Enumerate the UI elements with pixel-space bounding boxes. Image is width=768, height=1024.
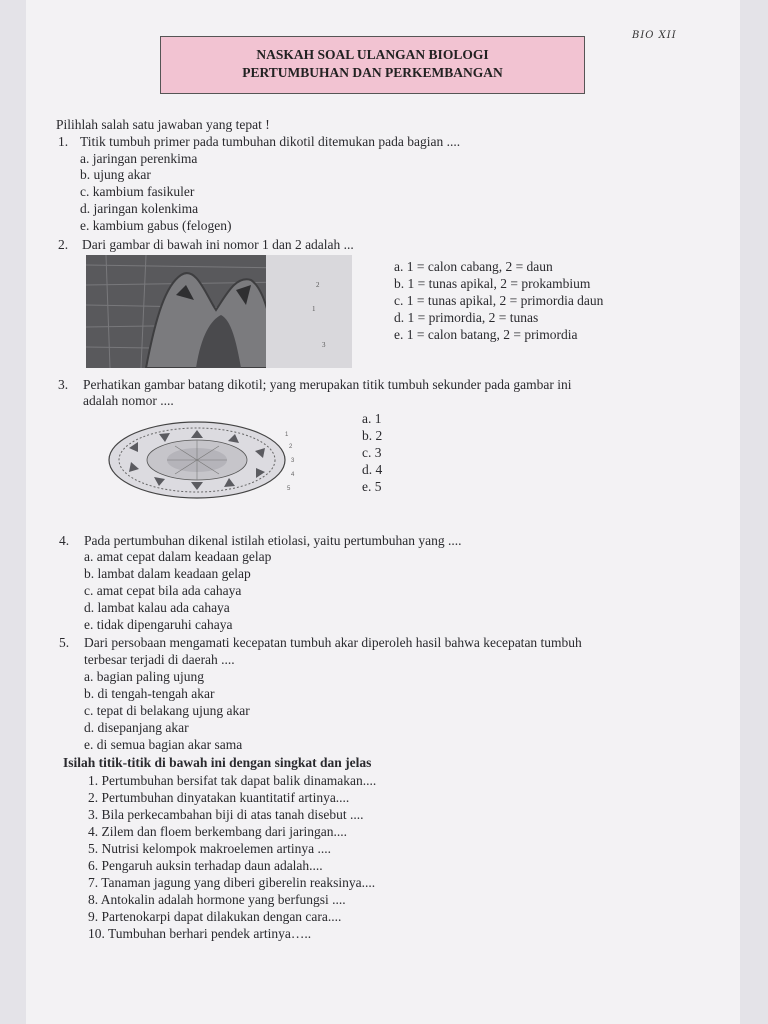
essay-section-heading: Isilah titik-titik di bawah ini dengan singkat dan jelas: [63, 755, 372, 770]
essay-item-10: 10. Tumbuhan berhari pendek artinya…..: [88, 926, 312, 941]
essay-item-4: 4. Zilem dan floem berkembang dari jaringan....: [88, 824, 348, 839]
instruction: Pilihlah salah satu jawaban yang tepat !: [56, 117, 270, 132]
q1-option-e: e. kambium gabus (felogen): [80, 218, 232, 233]
svg-text:5: 5: [287, 486, 291, 492]
q3-text-line-1: Perhatikan gambar batang dikotil; yang merupakan titik tumbuh sekunder pada gambar ini: [83, 377, 572, 392]
q5-option-b: b. di tengah-tengah akar: [84, 686, 215, 701]
essay-item-9: 9. Partenokarpi dapat dilakukan dengan cara....: [88, 909, 342, 924]
q5-option-e: e. di semua bagian akar sama: [84, 737, 243, 752]
micrograph-label-strip: 2 1 3: [266, 255, 352, 368]
q5-option-a: a. bagian paling ujung: [84, 669, 204, 684]
q2-option-c: c. 1 = tunas apikal, 2 = primordia daun: [394, 293, 604, 308]
q2-number: 2.: [58, 237, 69, 252]
svg-text:4: 4: [291, 472, 295, 478]
q5-text-line-2: terbesar terjadi di daerah ....: [84, 652, 235, 667]
q3-option-c: c. 3: [362, 445, 382, 460]
q4-option-a: a. amat cepat dalam keadaan gelap: [84, 549, 272, 564]
q3-number: 3.: [58, 377, 69, 392]
q1-number: 1.: [58, 134, 69, 149]
q1-option-b: b. ujung akar: [80, 167, 151, 182]
dicot-stem-cross-section: [105, 418, 305, 500]
q4-option-b: b. lambat dalam keadaan gelap: [84, 566, 251, 581]
title-line-2: PERTUMBUHAN DAN PERKEMBANGAN: [242, 65, 503, 80]
essay-item-8: 8. Antokalin adalah hormone yang berfungsi ....: [88, 892, 346, 907]
q2-option-b: b. 1 = tunas apikal, 2 = prokambium: [394, 276, 591, 291]
q4-text: Pada pertumbuhan dikenal istilah etiolasi, yaitu pertumbuhan yang ....: [84, 533, 462, 548]
q5-number: 5.: [59, 635, 70, 650]
corner-note: BIO XII: [632, 30, 677, 41]
essay-item-7: 7. Tanaman jagung yang diberi giberelin reaksinya....: [88, 875, 376, 890]
q1-option-a: a. jaringan perenkima: [80, 151, 198, 166]
svg-text:3: 3: [291, 458, 295, 464]
q3-option-d: d. 4: [362, 462, 383, 477]
q5-option-c: c. tepat di belakang ujung akar: [84, 703, 250, 718]
q4-number: 4.: [59, 533, 70, 548]
title-line-1: NASKAH SOAL ULANGAN BIOLOGI: [256, 47, 489, 62]
q2-text: Dari gambar di bawah ini nomor 1 dan 2 adalah ...: [82, 237, 354, 252]
title-box: [160, 36, 585, 94]
essay-item-6: 6. Pengaruh auksin terhadap daun adalah....: [88, 858, 323, 873]
q5-option-d: d. disepanjang akar: [84, 720, 189, 735]
q3-option-e: e. 5: [362, 479, 382, 494]
essay-item-3: 3. Bila perkecambahan biji di atas tanah disebut ....: [88, 807, 364, 822]
q3-option-b: b. 2: [362, 428, 383, 443]
q4-option-d: d. lambat kalau ada cahaya: [84, 600, 230, 615]
q2-option-a: a. 1 = calon cabang, 2 = daun: [394, 259, 553, 274]
q4-option-c: c. amat cepat bila ada cahaya: [84, 583, 242, 598]
q5-text-line-1: Dari persobaan mengamati kecepatan tumbuh akar diperoleh hasil bahwa kecepatan tumbuh: [84, 635, 582, 650]
svg-text:1: 1: [285, 432, 289, 438]
q1-text: Titik tumbuh primer pada tumbuhan dikotil ditemukan pada bagian ....: [80, 134, 461, 149]
svg-text:2: 2: [289, 444, 293, 450]
q3-option-a: a. 1: [362, 411, 382, 426]
essay-item-5: 5. Nutrisi kelompok makroelemen artinya ....: [88, 841, 331, 856]
q2-option-e: e. 1 = calon batang, 2 = primordia: [394, 327, 578, 342]
q1-option-d: d. jaringan kolenkima: [80, 201, 199, 216]
essay-item-1: 1. Pertumbuhan bersifat tak dapat balik dinamakan....: [88, 773, 377, 788]
q4-option-e: e. tidak dipengaruhi cahaya: [84, 617, 233, 632]
q2-option-d: d. 1 = primordia, 2 = tunas: [394, 310, 539, 325]
q3-text-line-2: adalah nomor ....: [83, 393, 174, 408]
q1-option-c: c. kambium fasikuler: [80, 184, 195, 199]
essay-item-2: 2. Pertumbuhan dinyatakan kuantitatif artinya....: [88, 790, 350, 805]
